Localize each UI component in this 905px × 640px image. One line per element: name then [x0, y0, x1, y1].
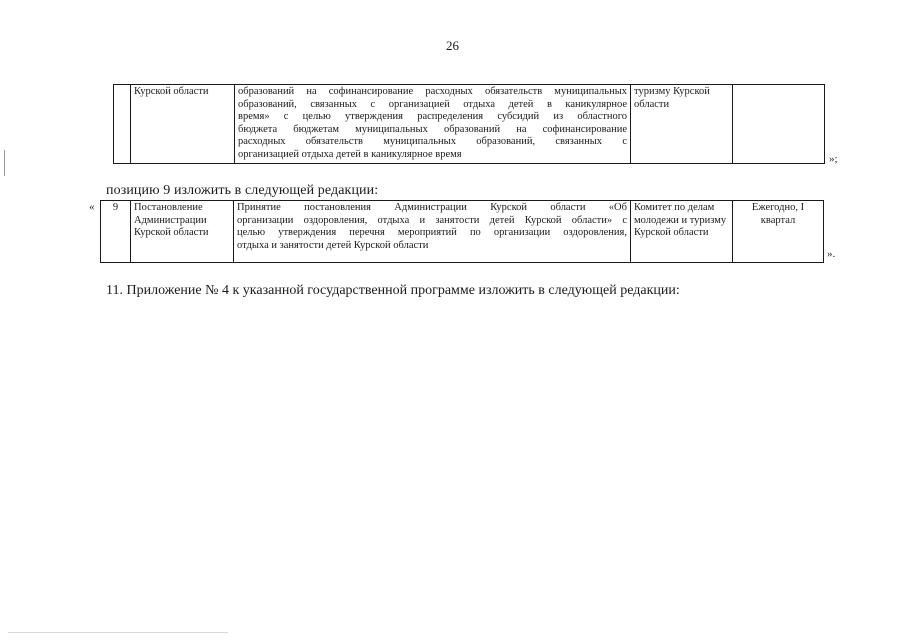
continuation-table — [113, 84, 825, 164]
table-row — [101, 201, 824, 263]
content-line: образований на софинансирование расходных обязательств муниципальных — [238, 86, 627, 97]
deadline-cell: Ежегодно, I квартал — [733, 201, 824, 263]
closing-quote-mark: »; — [829, 153, 838, 165]
content-line: время» с целью утверждения распределения субсидий из областного — [238, 111, 627, 122]
scan-mark — [8, 632, 228, 633]
deadline-cell — [733, 85, 825, 164]
content-cell — [235, 85, 631, 164]
paragraph-eleven: 11. Приложение № 4 к указанной государственной программе изложить в следующей редакции: — [106, 283, 680, 298]
opening-quote-mark: « — [89, 201, 95, 213]
content-line: Принятие постановления Администрации Курской области «Об — [237, 202, 627, 213]
row-number-cell: 9 — [101, 201, 131, 263]
table-row — [114, 85, 825, 164]
responsible-cell: Постановление Администрации Курской области — [131, 201, 234, 263]
content-line: образований, связанных с организацией отдыха детей в каникулярное — [238, 98, 627, 110]
content-cell — [234, 201, 631, 263]
content-line: организацией отдыха детей в каникулярное время — [238, 148, 462, 160]
page-number: 26 — [446, 38, 459, 53]
executor-cell: туризму Курской области — [631, 85, 733, 164]
scan-mark — [4, 150, 5, 176]
content-line: организации оздоровления, отдыха и занятости детей Курской области» с — [237, 214, 627, 226]
executor-cell: Комитет по делам молодежи и туризму Курской области — [631, 201, 733, 263]
content-line: расходных обязательств муниципальных образований, связанных с — [238, 136, 627, 147]
row-number-cell — [114, 85, 131, 164]
new-position-table — [100, 200, 824, 263]
paragraph-intro: позицию 9 изложить в следующей редакции: — [106, 183, 379, 198]
content-line: отдыха и занятости детей Курской области — [237, 239, 429, 251]
content-line: бюджета бюджетам муниципальных образований на софинансирование — [238, 123, 627, 135]
closing-quote-mark: ». — [827, 248, 836, 260]
content-line: целью утверждения перечня мероприятий по организации оздоровления, — [237, 227, 627, 238]
responsible-cell: Курской области — [131, 85, 235, 164]
